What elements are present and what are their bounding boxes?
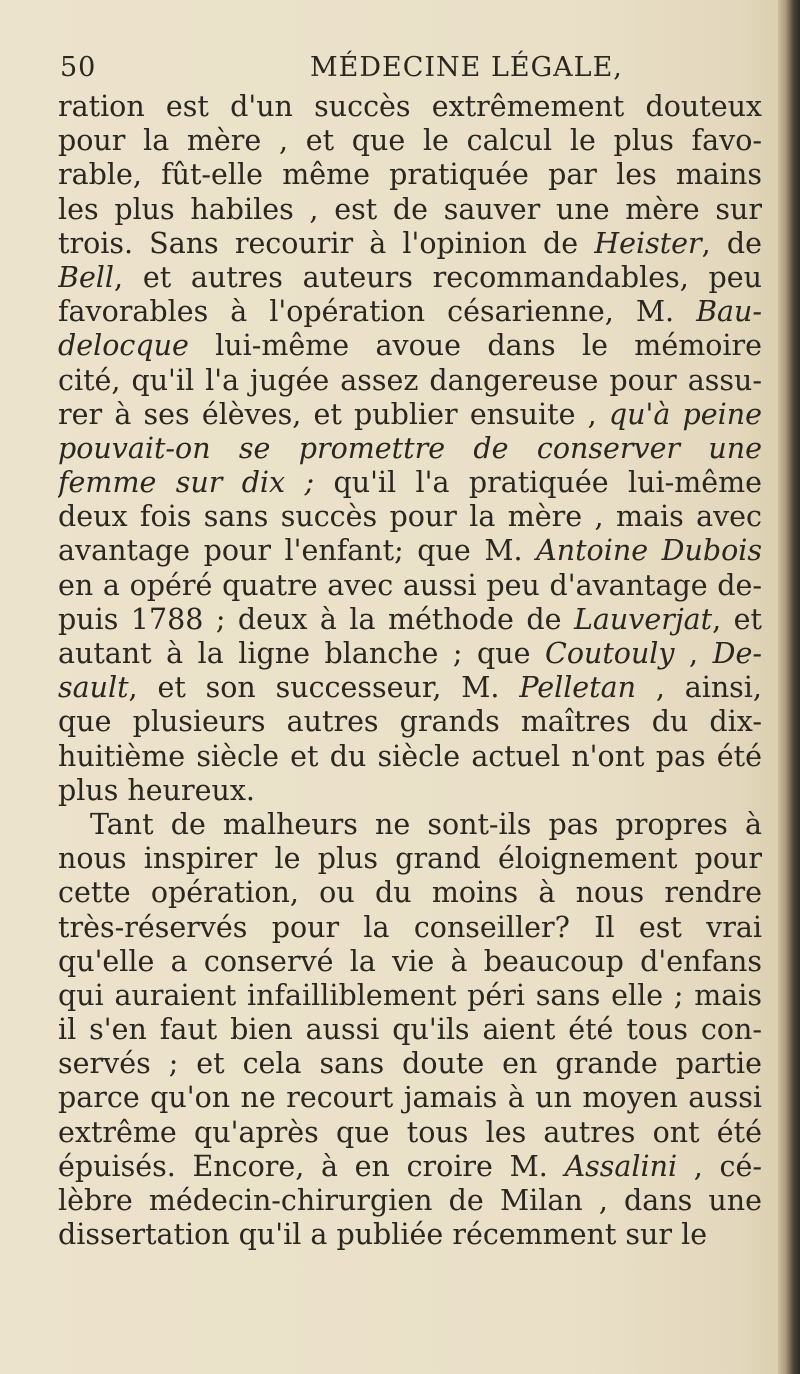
text-line: [58, 1081, 762, 1115]
text-segment: avantage pour l'enfant; que M.: [58, 534, 537, 568]
text-line: [58, 500, 762, 534]
text-line: [58, 1013, 762, 1047]
text-line: [58, 466, 762, 500]
text-segment: les plus habiles , est de sauver une mère sur: [58, 192, 762, 226]
text-line: [58, 979, 762, 1013]
body-text: [58, 90, 762, 1252]
page-header: [60, 52, 760, 88]
text-segment: Lauverjat: [573, 602, 713, 636]
text-line: [58, 398, 762, 432]
page-number: 50: [60, 52, 97, 83]
text-segment: servés ; et cela sans doute en grande partie: [58, 1047, 762, 1081]
text-segment: trois. Sans recourir à l'opinion de: [58, 226, 595, 260]
text-line: [58, 911, 762, 945]
text-line: [58, 1150, 762, 1184]
text-segment: ration est d'un succès extrêmement douteux: [58, 90, 762, 123]
text-segment: qu'il l'a pratiquée lui-même: [314, 466, 762, 500]
text-line: [58, 158, 762, 192]
text-segment: qu'elle a conservé la vie à beaucoup d'enfans: [58, 944, 762, 978]
book-spine-edge: [778, 0, 800, 1374]
text-line: [58, 1218, 762, 1252]
text-segment: dissertation qu'il a publiée récemment sur le: [58, 1218, 708, 1252]
text-line: [58, 261, 762, 295]
text-segment: , ainsi,: [635, 671, 762, 705]
text-segment: rable, fût-elle même pratiquée par les mains: [58, 158, 762, 192]
text-line: [58, 842, 762, 876]
text-segment: parce qu'on ne recourt jamais à un moyen aussi: [58, 1081, 762, 1115]
text-segment: rer à ses élèves, et publier ensuite ,: [58, 397, 609, 431]
text-line: [58, 876, 762, 910]
text-segment: en a opéré quatre avec aussi peu d'avantage de-: [58, 568, 762, 602]
text-segment: très-réservés pour la conseiller? Il est vrai: [58, 910, 762, 944]
text-segment: lèbre médecin-chirurgien de Milan , dans une: [58, 1184, 762, 1217]
running-head: MÉDECINE LÉGALE,: [310, 52, 623, 83]
text-line: [58, 705, 762, 739]
text-segment: qui auraient infailliblement péri sans elle ; mais: [58, 978, 762, 1012]
text-line: [58, 1116, 762, 1150]
text-line: [58, 1184, 762, 1218]
text-segment: Antoine Dubois: [536, 534, 762, 568]
text-segment: , de: [701, 226, 762, 260]
text-line: [58, 808, 762, 842]
text-segment: favorables à l'opération césarienne, M.: [58, 295, 697, 329]
text-segment: , cé-: [677, 1149, 762, 1183]
text-segment: extrême qu'après que tous les autres ont été: [58, 1115, 762, 1149]
text-line: [58, 637, 762, 671]
text-segment: De-: [712, 637, 762, 670]
text-line: [58, 569, 762, 603]
text-segment: sault: [58, 671, 129, 705]
text-segment: , et: [712, 602, 762, 636]
text-line: [58, 603, 762, 637]
text-segment: huitième siècle et du siècle actuel n'ont pas été: [58, 739, 762, 773]
text-segment: , et autres auteurs recommandables, peu: [114, 260, 762, 294]
text-segment: pour la mère , et que le calcul le plus favo-: [58, 124, 762, 158]
text-segment: autant à la ligne blanche ; que: [58, 637, 546, 670]
text-segment: lui-même avoue dans le mémoire: [188, 329, 762, 363]
text-segment: puis 1788 ; deux à la méthode de: [58, 602, 574, 636]
text-line: [58, 90, 762, 124]
text-segment: pouvait-on se promettre de conserver une: [58, 431, 762, 465]
text-segment: Bell: [58, 260, 115, 294]
text-segment: que plusieurs autres grands maîtres du dix-: [58, 705, 762, 739]
text-segment: Bau-: [696, 295, 762, 329]
text-segment: ,: [674, 637, 713, 670]
text-line: [58, 774, 762, 808]
text-line: [58, 740, 762, 774]
text-line: [58, 329, 762, 363]
text-segment: Pelletan: [519, 671, 636, 705]
text-segment: nous inspirer le plus grand éloignement pour: [58, 842, 762, 876]
text-segment: Coutouly: [545, 637, 675, 670]
text-line: [58, 671, 762, 705]
text-line: [58, 364, 762, 398]
text-segment: delocque: [58, 329, 189, 363]
text-segment: , et son successeur, M.: [128, 671, 520, 705]
text-segment: Tant de malheurs ne sont-ils pas propres à: [90, 807, 762, 841]
text-segment: deux fois sans succès pour la mère , mais avec: [58, 500, 762, 534]
text-line: [58, 193, 762, 227]
text-segment: cette opération, ou du moins à nous rendre: [58, 876, 762, 910]
text-segment: Assalini: [564, 1149, 678, 1183]
text-line: [58, 1047, 762, 1081]
text-segment: qu'à peine: [608, 397, 762, 431]
text-line: [58, 227, 762, 261]
text-segment: épuisés. Encore, à en croire M.: [58, 1149, 565, 1183]
text-line: [58, 534, 762, 568]
text-segment: il s'en faut bien aussi qu'ils aient été tous con-: [58, 1013, 762, 1047]
text-segment: femme sur dix ;: [58, 466, 315, 500]
text-segment: plus heureux.: [58, 773, 255, 807]
text-segment: Heister: [594, 226, 702, 260]
text-line: [58, 295, 762, 329]
text-line: [58, 124, 762, 158]
text-line: [58, 945, 762, 979]
text-segment: cité, qu'il l'a jugée assez dangereuse pour assu-: [58, 363, 762, 397]
text-line: [58, 432, 762, 466]
